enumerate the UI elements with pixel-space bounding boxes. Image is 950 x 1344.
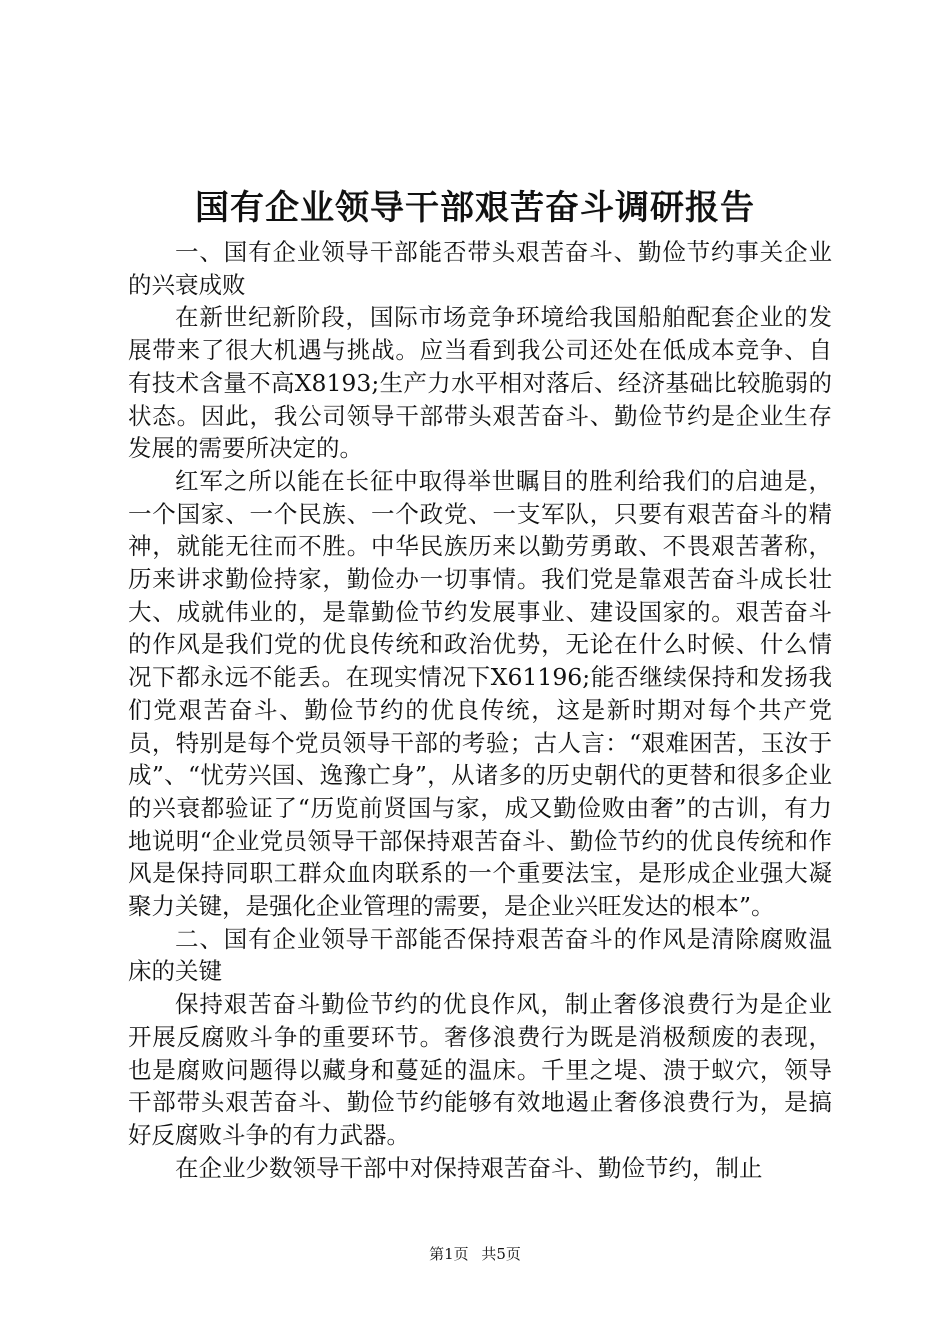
paragraph-2: 红军之所以能在长征中取得举世瞩目的胜利给我们的启迪是，一个国家、一个民族、一个政党、一支军队，只要有艰苦奋斗的精神，就能无往而不胜。中华民族历来以勤劳勇敢、不畏艰苦著称，历来讲求勤俭持家，勤俭办一切事情。我们党是靠艰苦奋斗成长壮大、成就伟业的，是靠勤俭节约发展事业、建设国家的。艰苦奋斗的作风是我们党的优良传统和政治优势，无论在什么时候、什么情况下都永远不能丢。在现实情况下X61196;能否继续保持和发扬我们党艰苦奋斗、勤俭节约的优良传统，这是新时期对每个共产党员，特别是每个党员领导干部的考验；古人言：“艰难困苦，玉汝于成”、“忧劳兴国、逸豫亡身”，从诸多的历史朝代的更替和很多企业的兴衰都验证了“历览前贤国与家，成又勤俭败由奢”的古训，有力地说明“企业党员领导干部保持艰苦奋斗、勤俭节约的优良传统和作风是保持同职工群众血肉联系的一个重要法宝，是形成企业强大凝聚力关键，是强化企业管理的需要，是企业兴旺发达的根本”。 xyxy=(128,466,832,921)
heading-section-2: 二、国有企业领导干部能否保持艰苦奋斗的作风是清除腐败温床的关键 xyxy=(128,924,832,986)
document-title: 国有企业领导干部艰苦奋斗调研报告 xyxy=(195,188,755,228)
page-number: 第1页 xyxy=(429,1245,469,1263)
paragraph-4: 在企业少数领导干部中对保持艰苦奋斗、勤俭节约，制止 xyxy=(175,1153,763,1182)
paragraph-1: 在新世纪新阶段，国际市场竞争环境给我国船舶配套企业的发展带来了很大机遇与挑战。应当看到我公司还处在低成本竞争、自有技术含量不高X8193;生产力水平相对落后、经济基础比较脆弱的状态。因此，我公司领导干部带头艰苦奋斗、勤俭节约是企业生存发展的需要所决定的。 xyxy=(128,303,832,463)
heading-section-1: 一、国有企业领导干部能否带头艰苦奋斗、勤俭节约事关企业的兴衰成败 xyxy=(128,238,832,299)
page-footer xyxy=(0,1244,950,1264)
page-total: 共5页 xyxy=(481,1245,521,1263)
paragraph-3: 保持艰苦奋斗勤俭节约的优良作风，制止奢侈浪费行为是企业开展反腐败斗争的重要环节。奢侈浪费行为既是消极颓废的表现，也是腐败问题得以藏身和蔓延的温床。千里之堤、溃于蚁穴，领导干部带头艰苦奋斗、勤俭节约能够有效地遏止奢侈浪费行为，是搞好反腐败斗争的有力武器。 xyxy=(128,990,832,1149)
document-body xyxy=(128,236,832,1184)
